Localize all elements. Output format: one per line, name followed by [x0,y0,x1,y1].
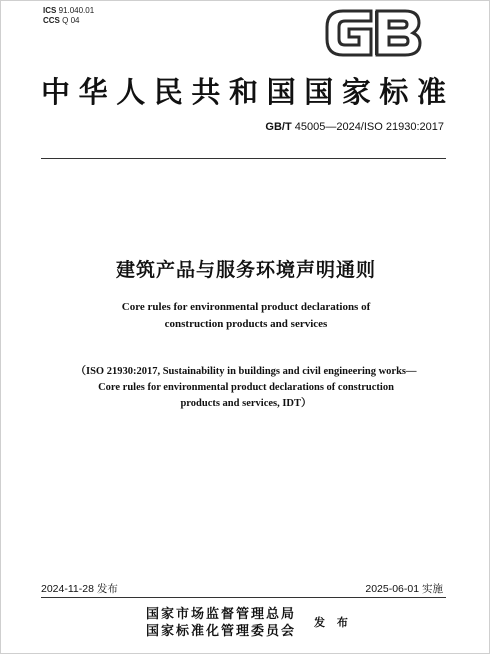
issue-date: 2024-11-28 发布 [41,583,118,595]
issue-word: 发 布 [314,616,352,629]
standard-number [265,121,444,133]
ics-value: 91.040.01 [58,6,95,15]
gb-logo-b [377,11,420,55]
title-en-line: construction products and services [164,318,328,330]
title-en-line: Core rules for environmental product declarations of [121,301,371,313]
issuing-authorities [146,606,296,640]
standard-title-en [1,299,490,333]
equivalence-line: （ISO 21930:2017, Sustainability in buildings and civil engineering works— [75,366,417,377]
ics-label: ICS [43,6,57,15]
bottom-divider [41,597,446,598]
standard-title-cn: 建筑产品与服务环境声明通则 [115,259,376,281]
issuer-line: 国家标准化管理委员会 [146,624,297,639]
classification-codes [43,6,94,26]
ccs-label: CCS [43,16,60,25]
iso-equivalence [1,364,490,412]
equivalence-line: products and services, IDT） [180,398,312,409]
gb-logo [323,7,423,59]
equivalence-line: Core rules for environmental product declarations of construction [98,382,394,393]
ics-code [43,6,94,16]
ccs-code [43,16,94,26]
standard-number-rest: 45005—2024/ISO 21930:2017 [294,121,444,133]
standard-number-prefix: GB/T [265,121,292,133]
ccs-value: Q 04 [62,16,80,25]
national-standard-title: 中华人民共和国国家标准 [41,75,451,109]
top-divider [41,158,446,159]
issuer-line: 国家市场监督管理总局 [146,607,297,622]
gb-logo-g [327,11,371,55]
implementation-date: 2025-06-01 实施 [365,583,443,595]
